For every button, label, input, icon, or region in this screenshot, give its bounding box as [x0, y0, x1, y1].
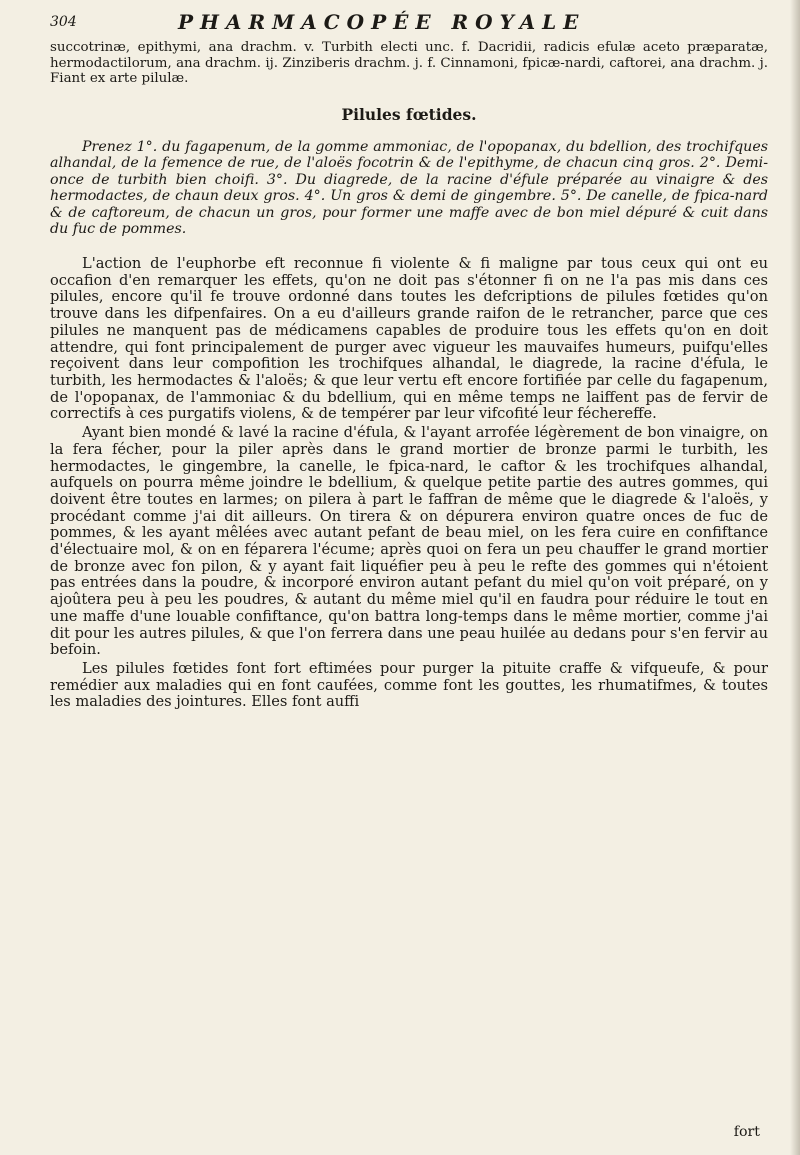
running-head: PHARMACOPÉE ROYALE	[178, 10, 586, 34]
section-title: Pilules fœtides.	[341, 104, 477, 124]
paragraph-preparation: Ayant bien mondé & lavé la racine d'éfula, & l'ayant arrofée légèrement de bon vinaigre, on la fera fécher, pour la piler après dans le grand mortier de bronze parmi le turbith, les hermodactes, le gingembre, la canelle, le fpica-nard, le caftor & les trochifques alhandal, aufquels on pourra même joindre le bdellium, & quelque petite partie des autres gommes, qui doivent être toutes en larmes; on pilera à part le faffran de même que le diagrede & l'aloës, y procédant comme j'ai dit ailleurs. On tirera & on dépurera environ quatre onces de fuc de pommes, & les ayant mêlées avec autant pefant de beau miel, on les fera cuire en confiftance d'électuaire mol, & on en féparera l'écume; après quoi on fera un peu chauffer le grand mortier de bronze avec fon pilon, & y ayant fait liquéfier peu à peu le refte des gommes qui n'étoient pas entrées dans la poudre, & incorporé environ autant pefant du miel qu'on voit préparé, on y ajoûtera peu à peu les poudres, & autant du même miel qu'il en faudra pour réduire le tout en une maffe d'une louable confiftance, qu'on battra long-temps dans le même mortier, comme j'ai dit pour les autres pilules, & que l'on ferrera dans une peau huilée au dedans pour s'en fervir au befoin.	[50, 424, 768, 659]
recipe-text: Prenez 1°. du fagapenum, de la gomme ammoniac, de l'opopanax, du bdellion, des trochifques alhandal, de la femence de rue, de l'aloës focotrin & de l'epithyme, de chacun cinq gros. 2°. Demi-once de turbith bien choifi. 3°. Du diagrede, de la racine d'éfule préparée au vinaigre & des hermodactes, de chaun deux gros. 4°. Un gros & demi de gingembre. 5°. De canelle, de fpica-nard & de caftoreum, de chacun un gros, pour former une maffe avec de bon miel dépuré & cuit dans du fuc de pommes.	[50, 138, 768, 238]
book-page	[50, 10, 768, 1140]
page-header	[50, 10, 768, 36]
paragraph-action: L'action de l'euphorbe eft reconnue fi violente & fi maligne par tous ceux qui ont eu occafion d'en remarquer les effets, qu'on ne doit pas s'étonner fi on ne l'a pas mis dans ces pilules, encore qu'il fe trouve ordonné dans toutes les defcriptions de pilules fœtides qu'on trouve dans les difpenfaires. On a eu d'ailleurs grande raifon de le retrancher, parce que ces pilules ne manquent pas de médicamens capables de produire tous les effets qu'on en doit attendre, qui font principalement de purger avec vigueur les mauvaifes humeurs, puifqu'elles reçoivent dans leur compofition les trochifques alhandal, le diagrede, la racine d'éfula, le turbith, les hermodactes & l'aloës; & que leur vertu eft encore fortifiée par celle du fagapenum, de l'opopanax, de l'ammoniac & du bdellium, qui en même temps ne laiffent pas de fervir de correctifs à ces purgatifs violens, & de tempérer par leur vifcofité leur féchereffe.	[50, 255, 768, 423]
paragraph-uses: Les pilules fœtides font fort eftimées pour purger la pituite craffe & vifqueufe, & pour remédier aux maladies qui en font caufées, comme font les gouttes, les rhumatifmes, & toutes les maladies des jointures. Elles font auffi	[50, 659, 768, 711]
page-edge-shadow	[790, 0, 800, 1155]
catchword: fort	[733, 1124, 760, 1140]
intro-text: succotrinæ, epithymi, ana drachm. v. Turbith electi unc. f. Dacridii, radicis efulæ aceto præparatæ, hermodactilorum, ana drachm. ij. Zinziberis drachm. j. f. Cinnamoni, fpicæ-nardi, caftorei, ana drachm. j. Fiant ex arte pilulæ.	[50, 40, 768, 86]
page-number: 304	[50, 14, 77, 30]
